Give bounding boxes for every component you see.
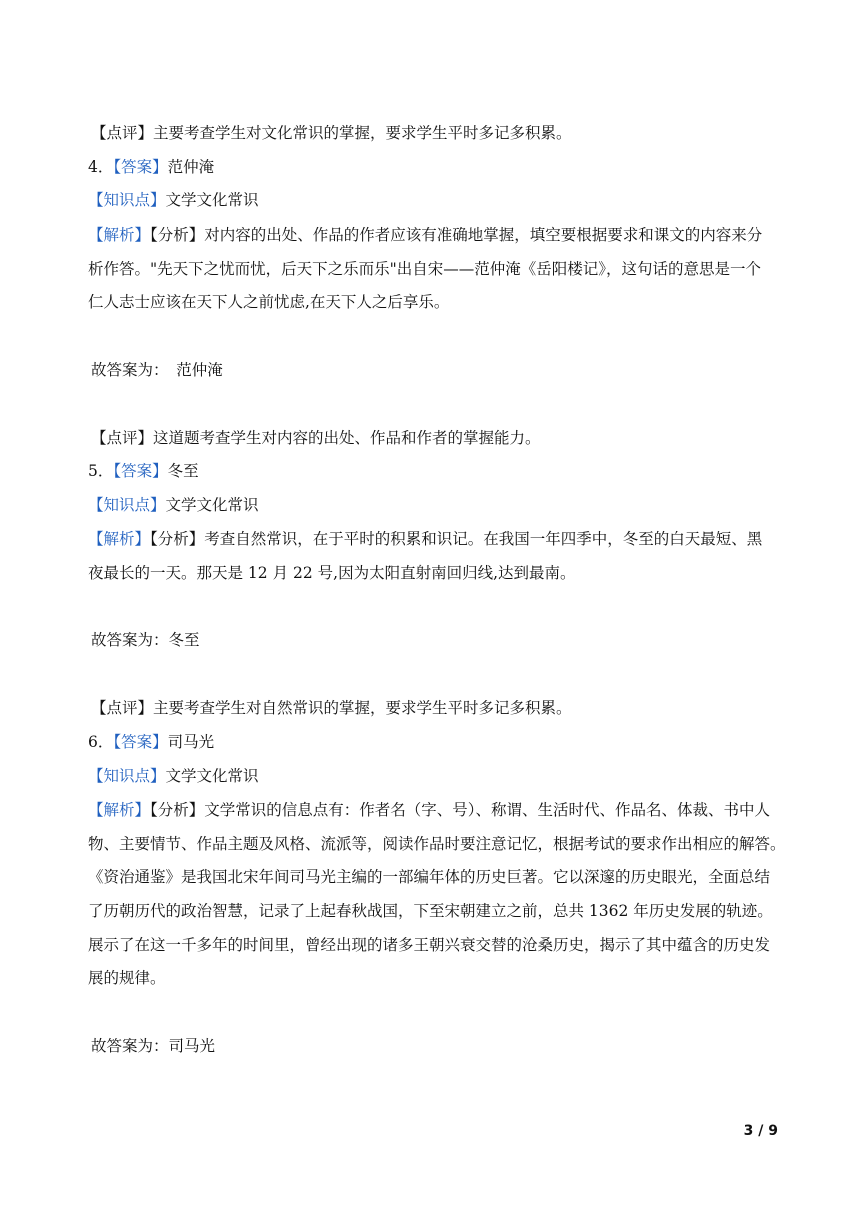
q4-answer-tag: 【答案】	[113, 158, 168, 176]
q4-kp: 文学文化常识	[165, 191, 259, 209]
q4-analysis-line-3: 仁人志士应该在天下人之前忧虑,在天下人之后享乐。	[88, 293, 450, 311]
q4-number: 4．	[88, 158, 114, 176]
q6-analysis-tag: 【解析】	[88, 801, 151, 819]
comment-q3: 【点评】主要考查学生对文化常识的掌握，要求学生平时多记多积累。	[91, 124, 572, 142]
q4-analysis-line-2: 析作答。"先天下之忧而忧，后天下之乐而乐"出自宋——范仲淹《岳阳楼记》，这句话的意思是一个	[88, 260, 762, 278]
q5-number: 5．	[88, 462, 114, 480]
q6-kp: 文学文化常识	[165, 767, 259, 785]
q5-answer-tag: 【答案】	[113, 462, 168, 480]
q5-kp-tag: 【知识点】	[88, 496, 166, 514]
q6-analysis-line-4: 了历朝历代的政治智慧，记录了上起春秋战国，下至宋朝建立之前，总共 1362 年历史发展的轨迹。	[88, 902, 773, 920]
q4-analysis-text-1: 【分析】对内容的出处、作品的作者应该有准确地掌握，填空要根据要求和课文的内容来分	[150, 226, 763, 244]
q5-final-answer: 故答案为：冬至	[91, 631, 200, 649]
q5-analysis-tag: 【解析】	[88, 530, 151, 548]
page-number: 3 / 9	[743, 1123, 778, 1139]
q4-answer-line	[88, 157, 788, 178]
q5-analysis-text-1: 【分析】考查自然常识，在于平时的积累和识记。在我国一年四季中，冬至的白天最短、黑	[150, 530, 763, 548]
q4-answer: 范仲淹	[167, 158, 215, 176]
q6-number: 6．	[88, 733, 114, 751]
q4-analysis-tag: 【解析】	[88, 226, 151, 244]
q4-analysis-line-1	[88, 225, 788, 246]
q5-analysis-line-2: 夜最长的一天。那天是 12 月 22 号,因为太阳直射南回归线,达到最南。	[88, 564, 576, 582]
q5-answer: 冬至	[167, 462, 199, 480]
q5-answer-line	[88, 461, 788, 482]
q6-analysis-line-5: 展示了在这一千多年的时间里，曾经出现的诸多王朝兴衰交替的沧桑历史，揭示了其中蕴含的历史发	[88, 936, 771, 954]
q6-analysis-line-6: 展的规律。	[88, 969, 166, 987]
q6-analysis-line-3: 《资治通鉴》是我国北宋年间司马光主编的一部编年体的历史巨著。它以深邃的历史眼光，全面总结	[88, 868, 771, 886]
q5-kp: 文学文化常识	[165, 496, 259, 514]
q4-kp-line	[88, 190, 788, 211]
q5-kp-line	[88, 495, 788, 516]
q4-final-answer: 故答案为： 范仲淹	[91, 361, 223, 379]
q4-comment: 【点评】这道题考查学生对内容的出处、作品和作者的掌握能力。	[91, 429, 541, 447]
q6-kp-tag: 【知识点】	[88, 767, 166, 785]
q6-analysis-line-2: 物、主要情节、作品主题及风格、流派等，阅读作品时要注意记忆，根据考试的要求作出相应的解答。	[88, 835, 786, 853]
q6-analysis-text-1: 【分析】文学常识的信息点有：作者名（字、号）、称谓、生活时代、作品名、体裁、书中人	[150, 801, 771, 819]
q4-kp-tag: 【知识点】	[88, 191, 166, 209]
q6-kp-line	[88, 766, 788, 787]
q5-analysis-line-1	[88, 529, 788, 550]
q6-analysis-line-1	[88, 800, 788, 821]
q6-final-answer: 故答案为：司马光	[91, 1037, 216, 1055]
q6-answer-line	[88, 732, 788, 753]
q6-answer-tag: 【答案】	[113, 733, 168, 751]
q5-comment: 【点评】主要考查学生对自然常识的掌握，要求学生平时多记多积累。	[91, 699, 572, 717]
q6-answer: 司马光	[167, 733, 215, 751]
